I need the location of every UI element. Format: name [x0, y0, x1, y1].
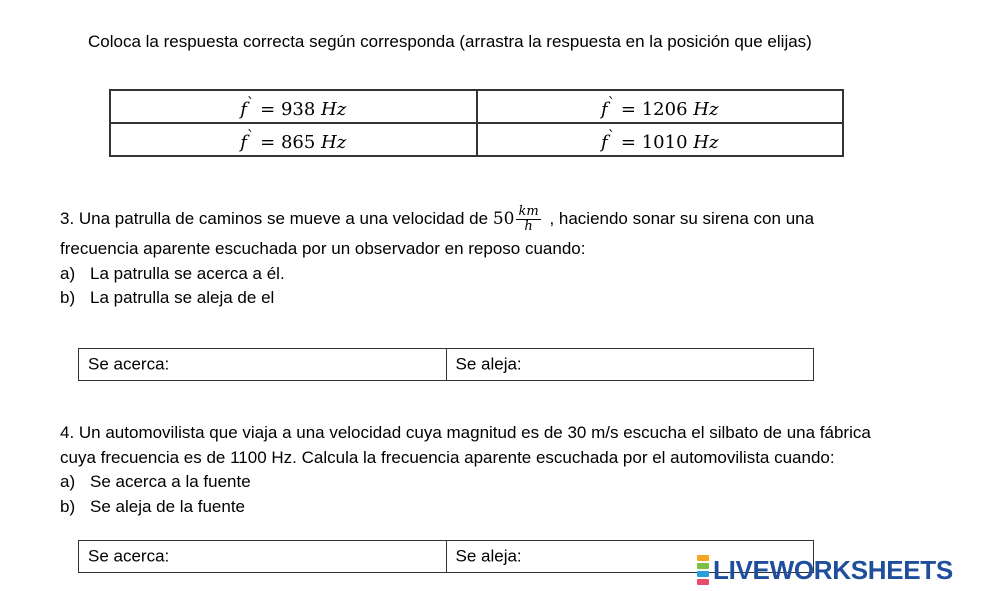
q3-answer-table: [78, 348, 814, 381]
q3-recede-drop-zone[interactable]: [526, 354, 646, 376]
q3-approach-cell: Se acerca:: [79, 349, 447, 381]
instruction-text: Coloca la respuesta correcta según corresponda (arrastra la respuesta en la posición que elijas): [88, 32, 812, 51]
q4-recede-cell: Se aleja:: [446, 541, 814, 573]
option-cell: [110, 123, 477, 156]
watermark-text: LIVEWORKSHEETS: [713, 554, 953, 585]
draggable-option-1206[interactable]: f` = 1206 Hz: [601, 93, 719, 120]
q4-item-b: b) Se aleja de la fuente: [60, 497, 246, 516]
q4-line1: 4. Un automovilista que viaja a una velocidad cuya magnitud es de 30 m/s escucha el silbato de una fábrica: [60, 423, 871, 442]
q3-line1: 3. Una patrulla de caminos se mueve a una velocidad de 50 $\frac{km}{h}$ , haciendo sonar su sirena con una: [60, 204, 815, 234]
q4-approach-cell: Se acerca:: [79, 541, 447, 573]
q4-item-a: a) Se acerca a la fuente: [60, 472, 251, 491]
draggable-option-1010[interactable]: f` = 1010 Hz: [601, 126, 719, 153]
speed-unit-fraction: $\frac{km}{h}$: [518, 204, 539, 234]
draggable-option-865[interactable]: f` = 865 Hz: [240, 126, 347, 153]
option-cell: [477, 90, 844, 123]
q3-item-b: b) La patrulla se aleja de el: [60, 288, 275, 307]
speed-value: 50: [492, 208, 515, 229]
option-cell: [477, 123, 844, 156]
q3-recede-cell: Se aleja:: [446, 349, 814, 381]
q4-line2: cuya frecuencia es de 1100 Hz. Calcula la frecuencia aparente escuchada por el automovilista cuando:: [60, 448, 835, 467]
liveworksheets-watermark: [697, 555, 953, 585]
q3-approach-drop-zone[interactable]: [174, 354, 294, 376]
liveworksheets-logo-icon: [697, 554, 709, 586]
q3-item-a: a) La patrulla se acerca a él.: [60, 264, 285, 283]
q4-recede-drop-zone[interactable]: [526, 546, 646, 568]
answer-options-table: [109, 89, 844, 157]
option-cell: [110, 90, 477, 123]
q4-approach-drop-zone[interactable]: [174, 546, 294, 568]
draggable-option-938[interactable]: f` = 938 Hz: [240, 93, 347, 120]
q3-line2: frecuencia aparente escuchada por un observador en reposo cuando:: [60, 239, 586, 258]
